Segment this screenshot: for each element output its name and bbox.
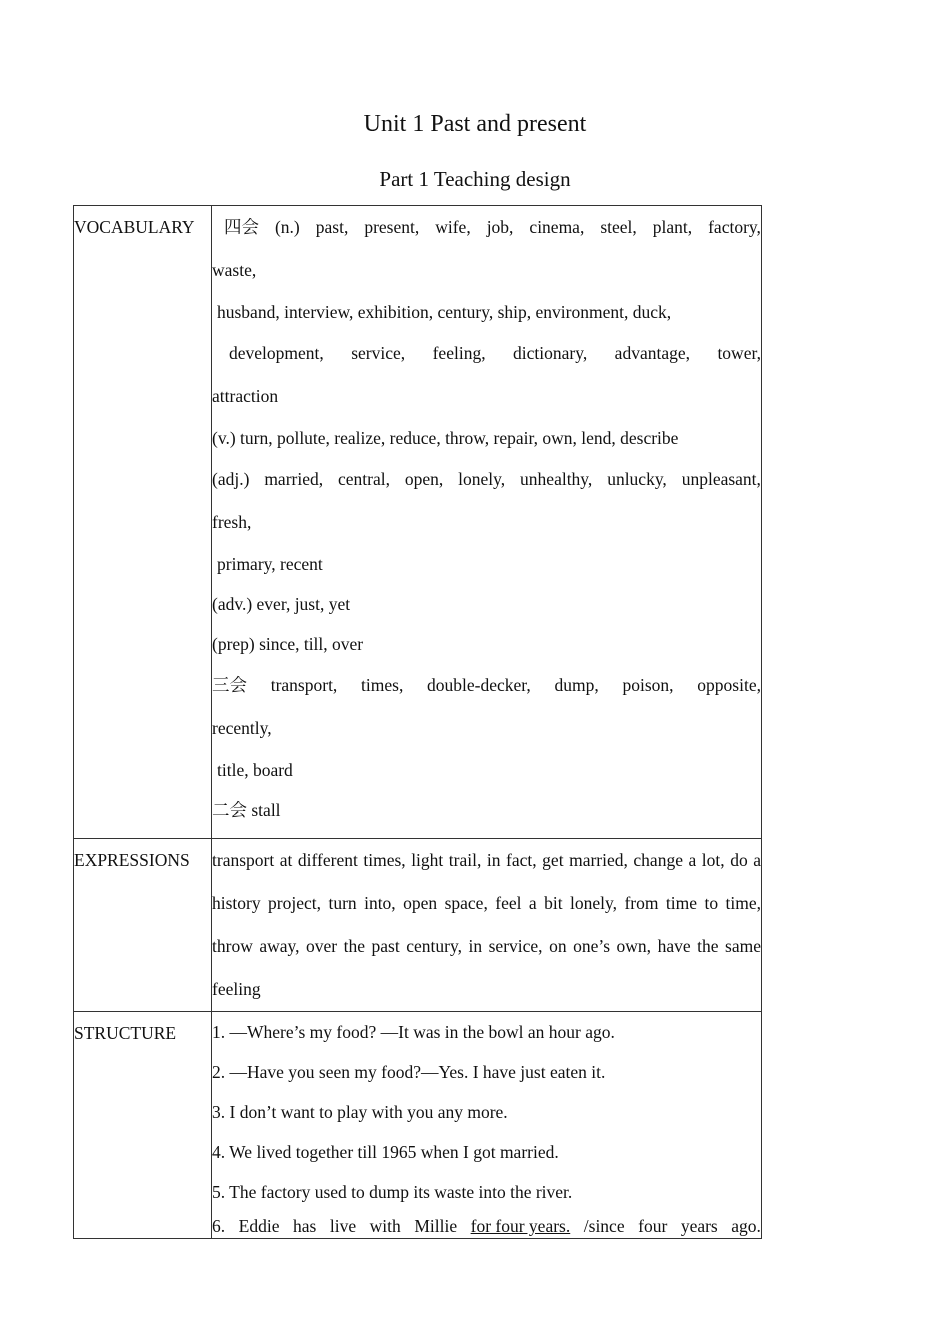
vocab-n-line-3: husband, interview, exhibition, century, ship, environment, duck, (217, 302, 672, 322)
word: unlucky, (607, 469, 667, 489)
word: (adj.) (212, 469, 250, 489)
expressions-label: EXPRESSIONS (74, 839, 212, 1012)
teaching-design-table (73, 205, 762, 1239)
word: unhealthy, (520, 469, 593, 489)
structure-item: 1. —Where’s my food? —It was in the bowl an hour ago. (212, 1022, 615, 1042)
structure-item: 2. —Have you seen my food?—Yes. I have just eaten it. (212, 1062, 606, 1082)
word: wife, (435, 217, 471, 237)
word: lonely, (458, 469, 506, 489)
word: plant, (652, 217, 693, 237)
structure-row (74, 1012, 762, 1239)
word: advantage, (614, 343, 690, 363)
word: 四会 (224, 217, 259, 237)
structure-item: 4. We lived together till 1965 when I got married. (212, 1142, 559, 1162)
word: years (680, 1216, 718, 1236)
vocab-adj-line-1 (212, 458, 761, 501)
word: unpleasant, (681, 469, 761, 489)
word: steel, (600, 217, 637, 237)
word: Millie (414, 1216, 458, 1236)
structure-content (212, 1012, 762, 1239)
structure-item-6 (212, 1212, 761, 1238)
document-subtitle: Part 1 Teaching design (379, 167, 571, 191)
word: live (329, 1216, 357, 1236)
word: feeling, (432, 343, 486, 363)
word: dictionary, (513, 343, 588, 363)
word: development, (229, 343, 324, 363)
structure-item: 3. I don’t want to play with you any more. (212, 1102, 508, 1122)
vocab-three-line-2: recently, (212, 718, 272, 738)
expressions-text: transport at different times, light trail, in fact, get married, change a lot, do a history project, turn into, open space, feel a bit lonely, from time to time, throw away, over the past century, in service, on one’s own, have the same feeling (212, 850, 761, 999)
underlined-phrase: for four years. (470, 1216, 571, 1236)
word: central, (338, 469, 390, 489)
vocab-n-line-4 (212, 332, 761, 375)
vocab-n-line-5: attraction (212, 386, 279, 406)
word: opposite, (697, 675, 761, 695)
vocab-three-line-3: title, board (217, 760, 293, 780)
word: ago. (731, 1216, 761, 1236)
expressions-row (74, 839, 762, 1012)
word: service, (351, 343, 406, 363)
expressions-content (212, 839, 762, 1012)
word: factory, (708, 217, 761, 237)
word: poison, (622, 675, 674, 695)
structure-item: 5. The factory used to dump its waste into the river. (212, 1182, 573, 1202)
vocab-v-line: (v.) turn, pollute, realize, reduce, throw, repair, own, lend, describe (212, 428, 679, 448)
word: times, (361, 675, 404, 695)
word: has (293, 1216, 317, 1236)
word: double-decker, (427, 675, 531, 695)
vocab-adv-line: (adv.) ever, just, yet (212, 594, 351, 614)
vocab-adj-line-2: fresh, (212, 512, 252, 532)
word: job, (486, 217, 514, 237)
word: 三会 (212, 675, 247, 695)
word: tower, (717, 343, 761, 363)
structure-label: STRUCTURE (74, 1012, 212, 1239)
word: Eddie (238, 1216, 280, 1236)
vocabulary-content (212, 206, 762, 839)
word: open, (404, 469, 444, 489)
vocab-three-line-1 (212, 664, 761, 707)
word: cinema, (529, 217, 585, 237)
document-title: Unit 1 Past and present (363, 111, 587, 137)
word: transport, (270, 675, 338, 695)
vocab-prep-line: (prep) since, till, over (212, 634, 364, 654)
word: with (369, 1216, 401, 1236)
word: married, (264, 469, 324, 489)
vocabulary-label: VOCABULARY (74, 206, 212, 839)
vocab-n-line-1 (212, 206, 761, 249)
vocab-adj-line-3: primary, recent (217, 554, 323, 574)
vocab-n-line-2: waste, (212, 260, 257, 280)
vocab-two-line: 二会 stall (212, 800, 281, 820)
word: present, (364, 217, 420, 237)
word: 6. (212, 1216, 226, 1236)
word: (n.) (274, 217, 300, 237)
word: dump, (554, 675, 599, 695)
word: past, (315, 217, 349, 237)
vocabulary-row (74, 206, 762, 839)
word: four (638, 1216, 668, 1236)
word: /since (583, 1216, 625, 1236)
